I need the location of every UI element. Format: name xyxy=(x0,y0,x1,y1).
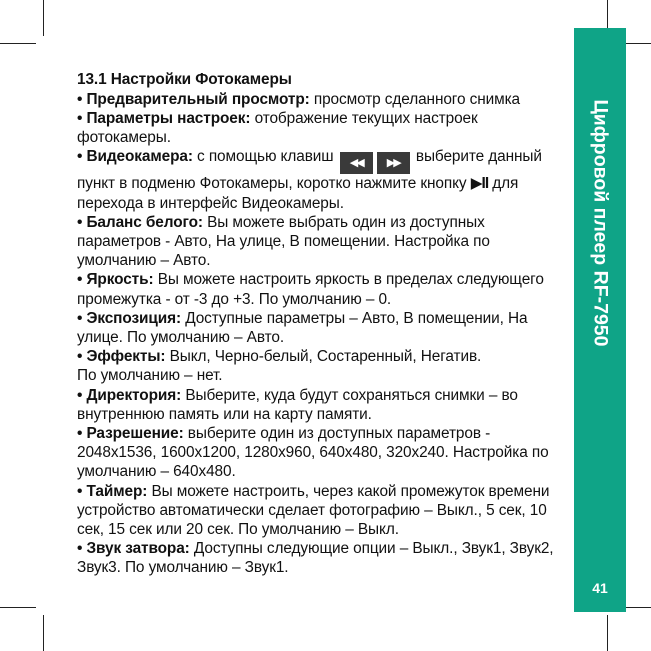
item-text: выберите один из доступных параметров - 2048x1536, 1600x1200, 1280x960, 640x480, 320x240. Настройка по умолчанию – 640x480. xyxy=(77,424,549,481)
item-label: • Директория: xyxy=(77,386,182,404)
page-content xyxy=(77,70,567,578)
item-label: • Баланс белого: xyxy=(77,213,203,231)
crop-mark-bottom-right xyxy=(607,615,608,651)
section-title: 13.1 Настройки Фотокамеры xyxy=(77,71,292,88)
list-item xyxy=(77,270,567,308)
item-text: Доступны следующие опции – Выкл., Звук1, Звук2, Звук3. По умолчанию – Звук1. xyxy=(77,540,554,577)
banner-title: Цифровой плеер RF-7950 xyxy=(589,99,612,347)
item-label: • Эффекты: xyxy=(77,348,166,366)
side-banner xyxy=(574,28,626,612)
item-text: Выберите, куда будут сохраняться снимки – во внутреннюю память или на карту памяти. xyxy=(77,386,518,423)
item-text: Вы можете настроить, через какой промежуток времени устройство автоматически сделает фотографию – Выкл., 5 сек, 10 сек, 15 сек или 20 сек. По умолчанию – Выкл. xyxy=(77,482,550,538)
list-item xyxy=(77,90,567,109)
list-item xyxy=(77,213,567,271)
item-text: отображение текущих настроек фотокамеры. xyxy=(77,109,478,147)
item-label: • Яркость: xyxy=(77,271,154,289)
list-item xyxy=(77,109,567,147)
page-number: 41 xyxy=(592,580,608,596)
list-item xyxy=(77,347,567,385)
item-label: • Видеокамера: xyxy=(77,148,193,166)
list-item xyxy=(77,386,567,424)
item-text: По умолчанию – нет. xyxy=(77,367,223,385)
item-text: Доступные параметры – Авто, В помещении, На улице. По умолчанию – Авто. xyxy=(77,309,528,346)
item-label: • Звук затвора: xyxy=(77,540,190,558)
item-label: • Экспозиция: xyxy=(77,309,182,327)
item-text: для перехода в интерфейс Видеокамеры. xyxy=(77,175,519,212)
item-text: с помощью клавиш xyxy=(192,148,338,166)
crop-mark-bottom-left xyxy=(43,615,44,651)
list-item xyxy=(77,539,567,577)
item-label: • Разрешение: xyxy=(77,424,184,442)
item-text: выберите данный пункт в подменю Фотокамеры, коротко нажмите кнопку xyxy=(77,148,542,193)
prev-key-icon: ◀◀ xyxy=(340,152,373,174)
list-item xyxy=(77,309,567,347)
list-item xyxy=(77,424,567,482)
play-pause-icon: ▶II xyxy=(470,175,489,193)
crop-mark-top-left xyxy=(43,0,44,36)
item-text: Вы можете настроить яркость в пределах следующего промежутка - от -3 до +3. По умолчанию – 0. xyxy=(77,271,544,308)
crop-mark-bottom-left xyxy=(0,607,36,608)
item-label: • Параметры настроек: xyxy=(77,109,251,127)
next-key-icon: ▶▶ xyxy=(377,152,410,174)
item-text: просмотр сделанного снимка xyxy=(309,90,521,108)
item-text: Вы можете выбрать один из доступных параметров - Авто, На улице, В помещении. Настройка по умолчанию – Авто. xyxy=(77,213,490,270)
crop-mark-top-left xyxy=(0,43,36,44)
list-item xyxy=(77,482,567,540)
item-label: • Предварительный просмотр: xyxy=(77,90,310,108)
item-text: Выкл, Черно-белый, Состаренный, Негатив. xyxy=(165,348,482,366)
list-item xyxy=(77,147,567,212)
item-label: • Таймер: xyxy=(77,482,148,500)
